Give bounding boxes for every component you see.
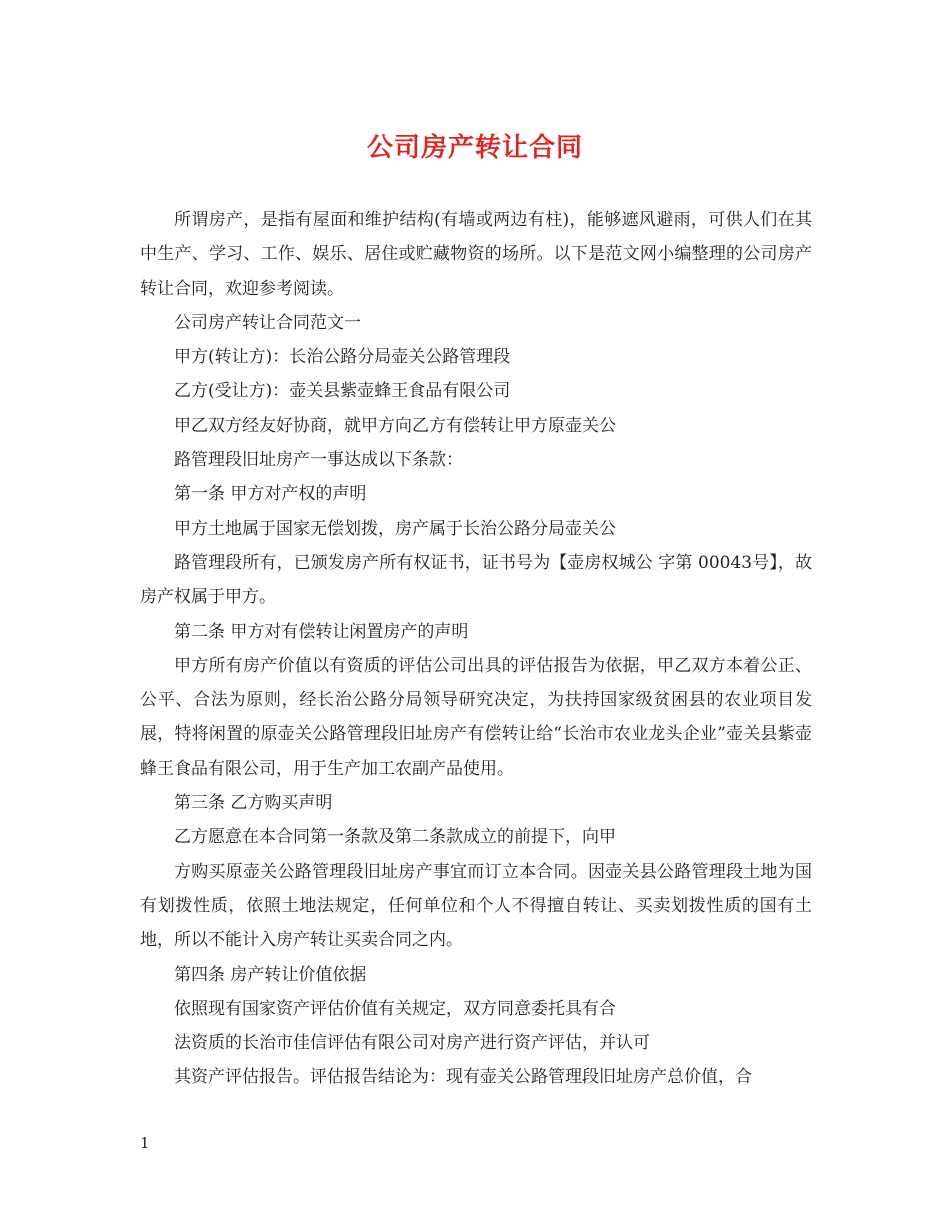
agreement-line-1: 甲乙双方经友好协商，就甲方向乙方有偿转让甲方原壶关公	[174, 415, 616, 436]
party-b-line: 乙方(受让方)：壶关县紫壶蜂王食品有限公司	[174, 381, 511, 402]
document-body	[140, 203, 812, 1095]
article-4-line-2: 法资质的长治市佳信评估有限公司对房产进行资产评估，并认可	[174, 1033, 650, 1054]
agreement-line-2: 路管理段旧址房产一事达成以下条款：	[174, 450, 463, 471]
page-number: 1	[140, 1134, 150, 1152]
article-2-paragraph: 甲方所有房产价值以有资质的评估公司出具的评估报告为依据，甲乙双方本着公正、公平、合法为原则，经长治公路分局领导研究决定，为扶持国家级贫困县的农业项目发展，特将闲置的原壶关公路管理段旧址房产有偿转让给“长治市农业龙头企业”壶关县紫壶蜂王食品有限公司，用于生产加工农副产品使用。	[140, 655, 812, 779]
intro-paragraph: 所谓房产，是指有屋面和维护结构(有墙或两边有柱)，能够遮风避雨，可供人们在其中生产、学习、工作、娱乐、居住或贮藏物资的场所。以下是范文网小编整理的公司房产转让合同，欢迎参考阅读。	[140, 210, 812, 299]
article-2-heading: 第二条 甲方对有偿转让闲置房产的声明	[174, 621, 469, 642]
article-4-heading: 第四条 房产转让价值依据	[174, 964, 367, 985]
document-title: 公司房产转让合同	[366, 133, 583, 163]
sample-heading: 公司房产转让合同范文一	[174, 312, 361, 333]
article-4-line-1: 依照现有国家资产评估价值有关规定，双方同意委托具有合	[174, 998, 616, 1019]
article-1-paragraph: 路管理段所有，已颁发房产所有权证书，证书号为【壶房权城公 字第 00043号】，故房产权属于甲方。	[140, 552, 812, 608]
article-1-line-1: 甲方土地属于国家无偿划拨，房产属于长治公路分局壶关公	[174, 518, 616, 539]
article-3-paragraph: 方购买原壶关公路管理段旧址房产事宜而订立本合同。因壶关县公路管理段土地为国有划拨性质，依照土地法规定，任何单位和个人不得擅自转让、买卖划拨性质的国有土地，所以不能计入房产转让买卖合同之内。	[140, 861, 812, 951]
article-1-heading: 第一条 甲方对产权的声明	[174, 484, 367, 505]
article-3-heading: 第三条 乙方购买声明	[174, 793, 333, 814]
article-3-line-1: 乙方愿意在本合同第一条款及第二条款成立的前提下，向甲	[174, 827, 616, 848]
party-a-line: 甲方(转让方)：长治公路分局壶关公路管理段	[174, 347, 511, 368]
article-4-line-3: 其资产评估报告。评估报告结论为：现有壶关公路管理段旧址房产总价值，合	[174, 1067, 752, 1088]
